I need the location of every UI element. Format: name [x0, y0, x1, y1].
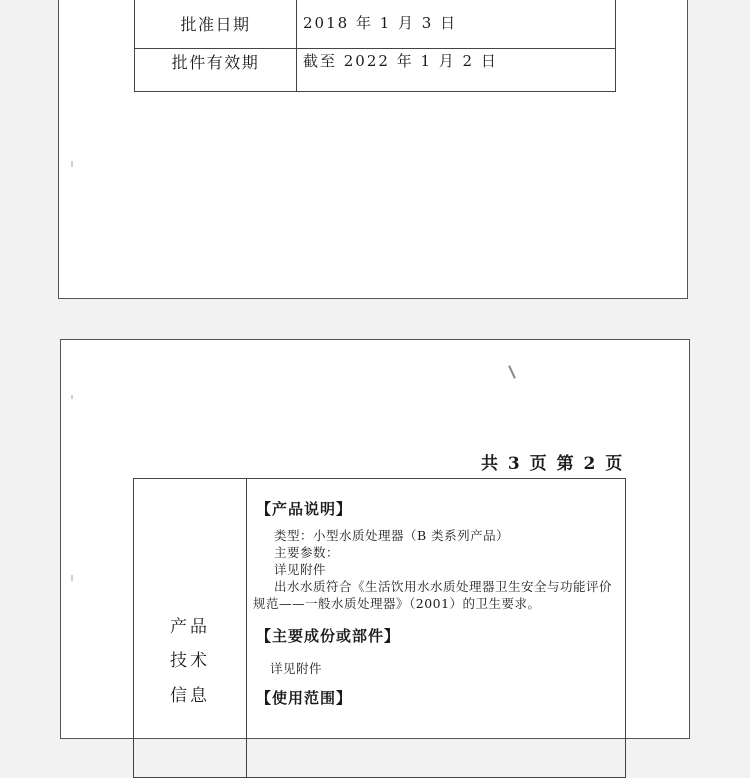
table-column-divider	[246, 479, 247, 777]
table-row-approval-date	[135, 0, 615, 49]
document-page-upper	[58, 0, 688, 299]
product-info-table	[133, 478, 626, 778]
side-label-information: 信息	[170, 686, 210, 706]
components-attachment-line: 详见附件	[270, 661, 323, 676]
side-label-technology: 技术	[170, 651, 210, 671]
page-counter: 共 3 页 第 2 页	[481, 454, 625, 474]
side-label-product: 产品	[170, 617, 210, 637]
scan-mark	[508, 365, 516, 379]
see-attachment-line: 详见附件	[274, 562, 327, 577]
scan-speck	[71, 161, 73, 167]
product-type-line: 类型：小型水质处理器（B 类系列产品）	[274, 528, 510, 543]
usage-scope-heading: 【使用范围】	[256, 689, 353, 707]
document-page-lower	[60, 339, 690, 739]
scan-speck	[71, 395, 73, 399]
scan-speck	[71, 575, 73, 581]
approval-date-label: 批准日期	[180, 15, 251, 34]
water-quality-line: 出水水质符合《生活饮用水水质处理器卫生安全与功能评价	[274, 579, 613, 594]
product-description-heading: 【产品说明】	[256, 500, 353, 518]
table-row-validity-period	[135, 49, 615, 91]
approval-table	[134, 0, 616, 92]
validity-period-value: 截至 2022 年 1 月 2 日	[303, 52, 498, 70]
main-components-heading: 【主要成份或部件】	[256, 627, 401, 645]
validity-period-label: 批件有效期	[171, 53, 260, 72]
main-parameters-line: 主要参数：	[274, 545, 340, 560]
approval-date-value: 2018 年 1 月 3 日	[303, 14, 458, 32]
standard-reference-line: 规范——一般水质处理器》（2001）的卫生要求。	[253, 596, 541, 611]
